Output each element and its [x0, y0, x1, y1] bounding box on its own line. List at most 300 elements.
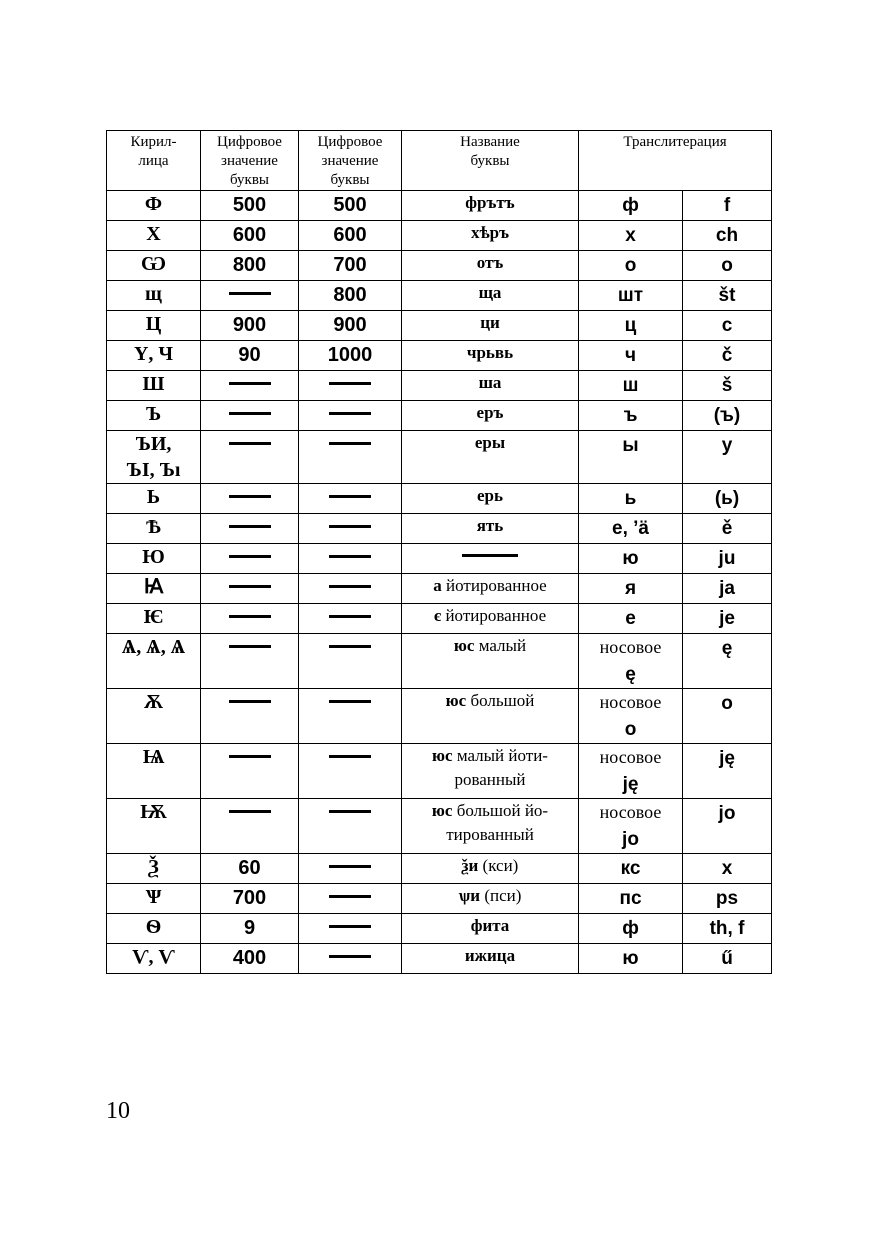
numeric-value-1-cell	[201, 514, 299, 544]
cyrillic-letter-cell	[107, 401, 201, 431]
translit-latin-cell	[683, 544, 772, 574]
table-row	[107, 689, 772, 744]
translit-latin: o	[721, 255, 733, 276]
numeric-value-2-cell	[299, 341, 402, 371]
cyrillic-letter-cell	[107, 251, 201, 281]
numeric-value-2: 800	[333, 284, 367, 306]
table-row	[107, 281, 772, 311]
cyrillic-letter-cell	[107, 514, 201, 544]
header-value-1	[201, 131, 299, 191]
translit-cyrillic: ы	[622, 435, 639, 456]
letter-name-bold: юс	[445, 691, 467, 710]
em-dash	[329, 755, 371, 758]
cyrillic-letter: Ѫ	[143, 691, 164, 713]
table-row	[107, 431, 772, 484]
table-row	[107, 311, 772, 341]
table-row	[107, 634, 772, 689]
numeric-value-1: 700	[232, 887, 267, 909]
cyrillic-letter: Ѡ	[140, 253, 166, 275]
translit-cyrillic-cell	[579, 484, 683, 514]
translit-latin: je	[719, 608, 735, 629]
numeric-value-1: 90	[238, 344, 261, 366]
translit-latin: št	[718, 285, 736, 306]
numeric-value-2-cell	[299, 401, 402, 431]
translit-latin-cell	[683, 689, 772, 744]
translit-cyrillic: х	[625, 225, 636, 246]
letter-name: ерь	[477, 486, 503, 505]
numeric-value-1: 400	[232, 947, 267, 969]
translit-cyrillic: кс	[620, 858, 641, 879]
numeric-value-2-cell	[299, 634, 402, 689]
cyrillic-letter-cell	[107, 341, 201, 371]
translit-latin-cell	[683, 914, 772, 944]
translit-cyrillic: ф	[622, 918, 639, 939]
letter-name: хѣръ	[470, 223, 510, 242]
translit-cyrillic-cell	[579, 281, 683, 311]
translit-cyrillic: ю	[622, 548, 639, 569]
cyrillic-letter: Ѭ	[139, 801, 168, 823]
numeric-value-2-cell	[299, 371, 402, 401]
translit-cyrillic: е	[625, 608, 636, 629]
letter-name-cell	[402, 689, 579, 744]
translit-latin-cell	[683, 884, 772, 914]
numeric-value-1: 800	[232, 254, 267, 276]
cyrillic-letter-cell	[107, 914, 201, 944]
cyrillic-letter-cell	[107, 574, 201, 604]
letter-name-cell	[402, 884, 579, 914]
letter-name: ша	[478, 373, 502, 392]
translit-latin-cell	[683, 221, 772, 251]
table-row	[107, 514, 772, 544]
translit-cyrillic: ę	[625, 664, 636, 685]
letter-name-bold: юс	[453, 636, 475, 655]
header-name-text: Название буквы	[460, 134, 520, 169]
translit-cyrillic: пс	[619, 888, 642, 909]
table-row	[107, 914, 772, 944]
cyrillic-letter: Ѩ	[142, 746, 165, 768]
translit-latin: f	[723, 195, 731, 216]
translit-latin-cell	[683, 854, 772, 884]
letter-name-rest: (кси)	[478, 856, 519, 875]
translit-cyrillic-cell	[579, 634, 683, 689]
numeric-value-2-cell	[299, 574, 402, 604]
letter-name-rest: йотированное	[441, 606, 547, 625]
numeric-value-2-cell	[299, 689, 402, 744]
letter-name-rest: йотированное	[441, 576, 547, 595]
header-value-1-text: Цифровое значение буквы	[217, 134, 282, 188]
translit-cyrillic: ф	[622, 195, 639, 216]
numeric-value-1: 600	[232, 224, 267, 246]
numeric-value-1-cell	[201, 221, 299, 251]
page-number: 10	[106, 1098, 130, 1124]
numeric-value-1: 900	[232, 314, 267, 336]
translit-cyrillic: е, ’ä	[612, 518, 649, 539]
cyrillic-letter-cell	[107, 311, 201, 341]
translit-cyrillic-cell	[579, 251, 683, 281]
cyrillic-letter-cell	[107, 604, 201, 634]
numeric-value-2-cell	[299, 944, 402, 974]
letter-name: ци	[480, 313, 500, 332]
translit-cyrillic: ъ	[623, 405, 638, 426]
translit-cyrillic-cell	[579, 341, 683, 371]
numeric-value-1-cell	[201, 689, 299, 744]
letter-name-bold: а	[433, 576, 442, 595]
cyrillic-letter-cell	[107, 484, 201, 514]
cyrillic-letter-cell	[107, 544, 201, 574]
numeric-value-1-cell	[201, 431, 299, 484]
em-dash	[229, 615, 271, 618]
em-dash	[229, 382, 271, 385]
cyrillic-letter: Ү, Ч	[133, 343, 174, 365]
translit-cyrillic: я	[624, 578, 637, 599]
translit-note: носовое	[599, 747, 662, 767]
em-dash	[229, 495, 271, 498]
translit-latin: ja	[719, 578, 735, 599]
em-dash	[329, 700, 371, 703]
translit-cyrillic-cell	[579, 944, 683, 974]
cyrillic-letter-cell	[107, 884, 201, 914]
translit-latin: č	[721, 345, 733, 366]
cyrillic-letter-cell	[107, 744, 201, 799]
translit-latin: x	[721, 858, 733, 879]
translit-cyrillic: jo	[622, 829, 639, 850]
translit-note: носовое	[599, 692, 662, 712]
table-row	[107, 604, 772, 634]
translit-cyrillic: ш	[622, 375, 639, 396]
table-row	[107, 854, 772, 884]
letter-name-cell	[402, 251, 579, 281]
numeric-value-1-cell	[201, 604, 299, 634]
table-row	[107, 944, 772, 974]
em-dash	[329, 585, 371, 588]
numeric-value-1: 500	[232, 194, 267, 216]
numeric-value-2-cell	[299, 744, 402, 799]
letter-name-rest: большой йо- тированный	[446, 801, 549, 844]
numeric-value-2-cell	[299, 191, 402, 221]
numeric-value-1-cell	[201, 914, 299, 944]
em-dash	[329, 615, 371, 618]
em-dash	[329, 495, 371, 498]
translit-note: носовое	[599, 637, 662, 657]
translit-cyrillic-cell	[579, 914, 683, 944]
translit-latin: y	[721, 435, 733, 456]
cyrillic-letter: Ф	[144, 193, 163, 215]
letter-name-cell	[402, 544, 579, 574]
letter-name-cell	[402, 341, 579, 371]
letter-name-cell	[402, 514, 579, 544]
letter-name-rest: (пси)	[480, 886, 522, 905]
translit-latin: ch	[715, 225, 739, 246]
header-transliteration-text: Транслитерация	[623, 134, 727, 150]
header-cyrillic-text: Кирил- лица	[130, 134, 177, 169]
letter-name-cell	[402, 854, 579, 884]
numeric-value-1-cell	[201, 341, 299, 371]
em-dash	[329, 810, 371, 813]
translit-cyrillic-cell	[579, 431, 683, 484]
translit-latin-cell	[683, 251, 772, 281]
translit-latin-cell	[683, 401, 772, 431]
numeric-value-1-cell	[201, 401, 299, 431]
cyrillic-letter: Ь	[146, 486, 161, 508]
translit-latin: ps	[715, 888, 739, 909]
letter-name-cell	[402, 604, 579, 634]
em-dash	[229, 755, 271, 758]
translit-cyrillic-cell	[579, 884, 683, 914]
em-dash	[229, 292, 271, 295]
table-row	[107, 744, 772, 799]
numeric-value-1-cell	[201, 191, 299, 221]
translit-latin-cell	[683, 514, 772, 544]
numeric-value-1-cell	[201, 744, 299, 799]
table-row	[107, 251, 772, 281]
translit-latin: š	[721, 375, 733, 396]
em-dash	[329, 382, 371, 385]
translit-cyrillic: о	[624, 255, 637, 276]
translit-latin-cell	[683, 634, 772, 689]
header-name	[402, 131, 579, 191]
em-dash	[229, 700, 271, 703]
numeric-value-1-cell	[201, 371, 299, 401]
numeric-value-2-cell	[299, 311, 402, 341]
numeric-value-2-cell	[299, 251, 402, 281]
cyrillic-letter: ЪИ, ЪI, Ъı	[126, 433, 181, 481]
cyrillic-letter: Ѥ	[143, 606, 164, 628]
translit-cyrillic: ю	[622, 948, 639, 969]
cyrillic-letter: Ц	[145, 313, 162, 335]
translit-latin-cell	[683, 431, 772, 484]
translit-cyrillic-cell	[579, 401, 683, 431]
numeric-value-2: 500	[333, 194, 367, 216]
letter-name-bold: ѯи	[461, 856, 479, 875]
cyrillic-letter: Ѵ, Ѵ	[132, 946, 175, 968]
cyrillic-letter-cell	[107, 431, 201, 484]
letter-name-cell	[402, 191, 579, 221]
translit-cyrillic-cell	[579, 191, 683, 221]
translit-latin-cell	[683, 604, 772, 634]
header-value-2-text: Цифровое значение буквы	[317, 134, 383, 188]
translit-latin: ję	[719, 748, 735, 769]
numeric-value-2-cell	[299, 914, 402, 944]
translit-latin-cell	[683, 799, 772, 854]
letter-name-cell	[402, 281, 579, 311]
translit-cyrillic-cell	[579, 604, 683, 634]
cyrillic-letter: Ъ	[145, 403, 162, 425]
translit-latin-cell	[683, 341, 772, 371]
letter-name-cell	[402, 371, 579, 401]
translit-latin: ju	[718, 548, 736, 569]
table-body	[107, 191, 772, 974]
translit-latin: c	[721, 315, 733, 336]
letter-name: ща	[478, 283, 502, 302]
numeric-value-2: 900	[333, 314, 367, 336]
translit-latin-cell	[683, 484, 772, 514]
translit-cyrillic-cell	[579, 574, 683, 604]
numeric-value-2-cell	[299, 431, 402, 484]
alphabet-table	[106, 130, 772, 974]
em-dash	[229, 442, 271, 445]
em-dash	[329, 955, 371, 958]
header-transliteration	[579, 131, 772, 191]
letter-name: фрътъ	[465, 193, 515, 212]
translit-cyrillic-cell	[579, 514, 683, 544]
translit-note: носовое	[599, 802, 662, 822]
letter-name-cell	[402, 431, 579, 484]
cyrillic-letter: Ю	[142, 546, 165, 568]
numeric-value-1-cell	[201, 799, 299, 854]
numeric-value-2: 1000	[327, 344, 373, 366]
numeric-value-2-cell	[299, 884, 402, 914]
numeric-value-1-cell	[201, 634, 299, 689]
table-row	[107, 544, 772, 574]
numeric-value-2-cell	[299, 854, 402, 884]
table-row	[107, 341, 772, 371]
numeric-value-1-cell	[201, 484, 299, 514]
numeric-value-1-cell	[201, 251, 299, 281]
table-row	[107, 884, 772, 914]
cyrillic-letter: щ	[145, 283, 162, 305]
em-dash	[462, 554, 518, 557]
translit-cyrillic-cell	[579, 544, 683, 574]
letter-name-cell	[402, 221, 579, 251]
cyrillic-letter: Ѯ	[148, 856, 159, 878]
translit-latin-cell	[683, 311, 772, 341]
numeric-value-2: 600	[333, 224, 367, 246]
table-row	[107, 371, 772, 401]
translit-cyrillic: ц	[624, 315, 637, 336]
letter-name-cell	[402, 401, 579, 431]
em-dash	[329, 925, 371, 928]
letter-name-bold: юс	[432, 746, 453, 765]
translit-latin: ě	[721, 518, 733, 539]
cyrillic-letter-cell	[107, 371, 201, 401]
numeric-value-1-cell	[201, 544, 299, 574]
em-dash	[229, 555, 271, 558]
translit-latin: ę	[721, 638, 733, 659]
cyrillic-letter-cell	[107, 221, 201, 251]
translit-cyrillic: ч	[624, 345, 637, 366]
numeric-value-2-cell	[299, 799, 402, 854]
em-dash	[329, 865, 371, 868]
translit-cyrillic-cell	[579, 311, 683, 341]
translit-latin: (ъ)	[713, 405, 741, 426]
cyrillic-letter: Х	[146, 223, 161, 245]
translit-cyrillic-cell	[579, 689, 683, 744]
translit-latin-cell	[683, 574, 772, 604]
numeric-value-2-cell	[299, 484, 402, 514]
header-value-2	[299, 131, 402, 191]
letter-name: ижица	[464, 946, 516, 965]
em-dash	[329, 412, 371, 415]
table-row	[107, 401, 772, 431]
translit-latin-cell	[683, 281, 772, 311]
numeric-value-2-cell	[299, 604, 402, 634]
numeric-value-1-cell	[201, 944, 299, 974]
letter-name-bold: ѱи	[458, 886, 481, 905]
em-dash	[229, 412, 271, 415]
translit-cyrillic-cell	[579, 221, 683, 251]
letter-name: отъ	[476, 253, 504, 272]
table-row	[107, 484, 772, 514]
translit-latin: o	[721, 693, 733, 714]
cyrillic-letter-cell	[107, 854, 201, 884]
letter-name-cell	[402, 484, 579, 514]
letter-name-rest: малый	[474, 636, 527, 655]
cyrillic-letter: Ш	[142, 373, 165, 395]
numeric-value-1-cell	[201, 574, 299, 604]
em-dash	[329, 555, 371, 558]
numeric-value-1-cell	[201, 854, 299, 884]
em-dash	[329, 442, 371, 445]
cyrillic-letter-cell	[107, 944, 201, 974]
table-row	[107, 191, 772, 221]
cyrillic-letter: Ꙗ	[143, 576, 164, 598]
translit-cyrillic: ję	[622, 774, 639, 795]
em-dash	[229, 810, 271, 813]
translit-cyrillic-cell	[579, 799, 683, 854]
letter-name: еры	[474, 433, 506, 452]
translit-latin: ű	[721, 948, 733, 969]
table-row	[107, 221, 772, 251]
em-dash	[329, 895, 371, 898]
numeric-value-1: 9	[243, 917, 256, 939]
letter-name: еръ	[476, 403, 504, 422]
numeric-value-1-cell	[201, 281, 299, 311]
translit-cyrillic: o	[624, 719, 637, 740]
translit-cyrillic-cell	[579, 854, 683, 884]
translit-latin-cell	[683, 191, 772, 221]
cyrillic-letter-cell	[107, 799, 201, 854]
numeric-value-1: 60	[238, 857, 261, 879]
translit-cyrillic: шт	[617, 285, 644, 306]
em-dash	[329, 645, 371, 648]
translit-latin: (ь)	[714, 488, 740, 509]
letter-name-cell	[402, 634, 579, 689]
letter-name-bold: є	[433, 606, 442, 625]
translit-latin-cell	[683, 371, 772, 401]
letter-name-cell	[402, 944, 579, 974]
cyrillic-letter-cell	[107, 634, 201, 689]
header-cyrillic	[107, 131, 201, 191]
cyrillic-letter: Ѣ	[145, 516, 162, 538]
cyrillic-letter-cell	[107, 191, 201, 221]
letter-name-cell	[402, 799, 579, 854]
em-dash	[329, 525, 371, 528]
numeric-value-2: 700	[333, 254, 367, 276]
translit-latin-cell	[683, 944, 772, 974]
translit-cyrillic-cell	[579, 744, 683, 799]
letter-name: ять	[476, 516, 504, 535]
numeric-value-2-cell	[299, 221, 402, 251]
cyrillic-letter-cell	[107, 689, 201, 744]
translit-cyrillic-cell	[579, 371, 683, 401]
translit-latin-cell	[683, 744, 772, 799]
table-row	[107, 799, 772, 854]
cyrillic-letter-cell	[107, 281, 201, 311]
letter-name-cell	[402, 311, 579, 341]
cyrillic-letter: Ѱ	[145, 886, 162, 908]
numeric-value-2-cell	[299, 514, 402, 544]
table-header-row	[107, 131, 772, 191]
translit-latin: th, f	[709, 918, 745, 939]
letter-name-cell	[402, 744, 579, 799]
em-dash	[229, 525, 271, 528]
translit-cyrillic: ь	[624, 488, 637, 509]
letter-name-cell	[402, 574, 579, 604]
letter-name-cell	[402, 914, 579, 944]
letter-name-bold: юс	[431, 801, 453, 820]
numeric-value-2-cell	[299, 281, 402, 311]
em-dash	[229, 585, 271, 588]
